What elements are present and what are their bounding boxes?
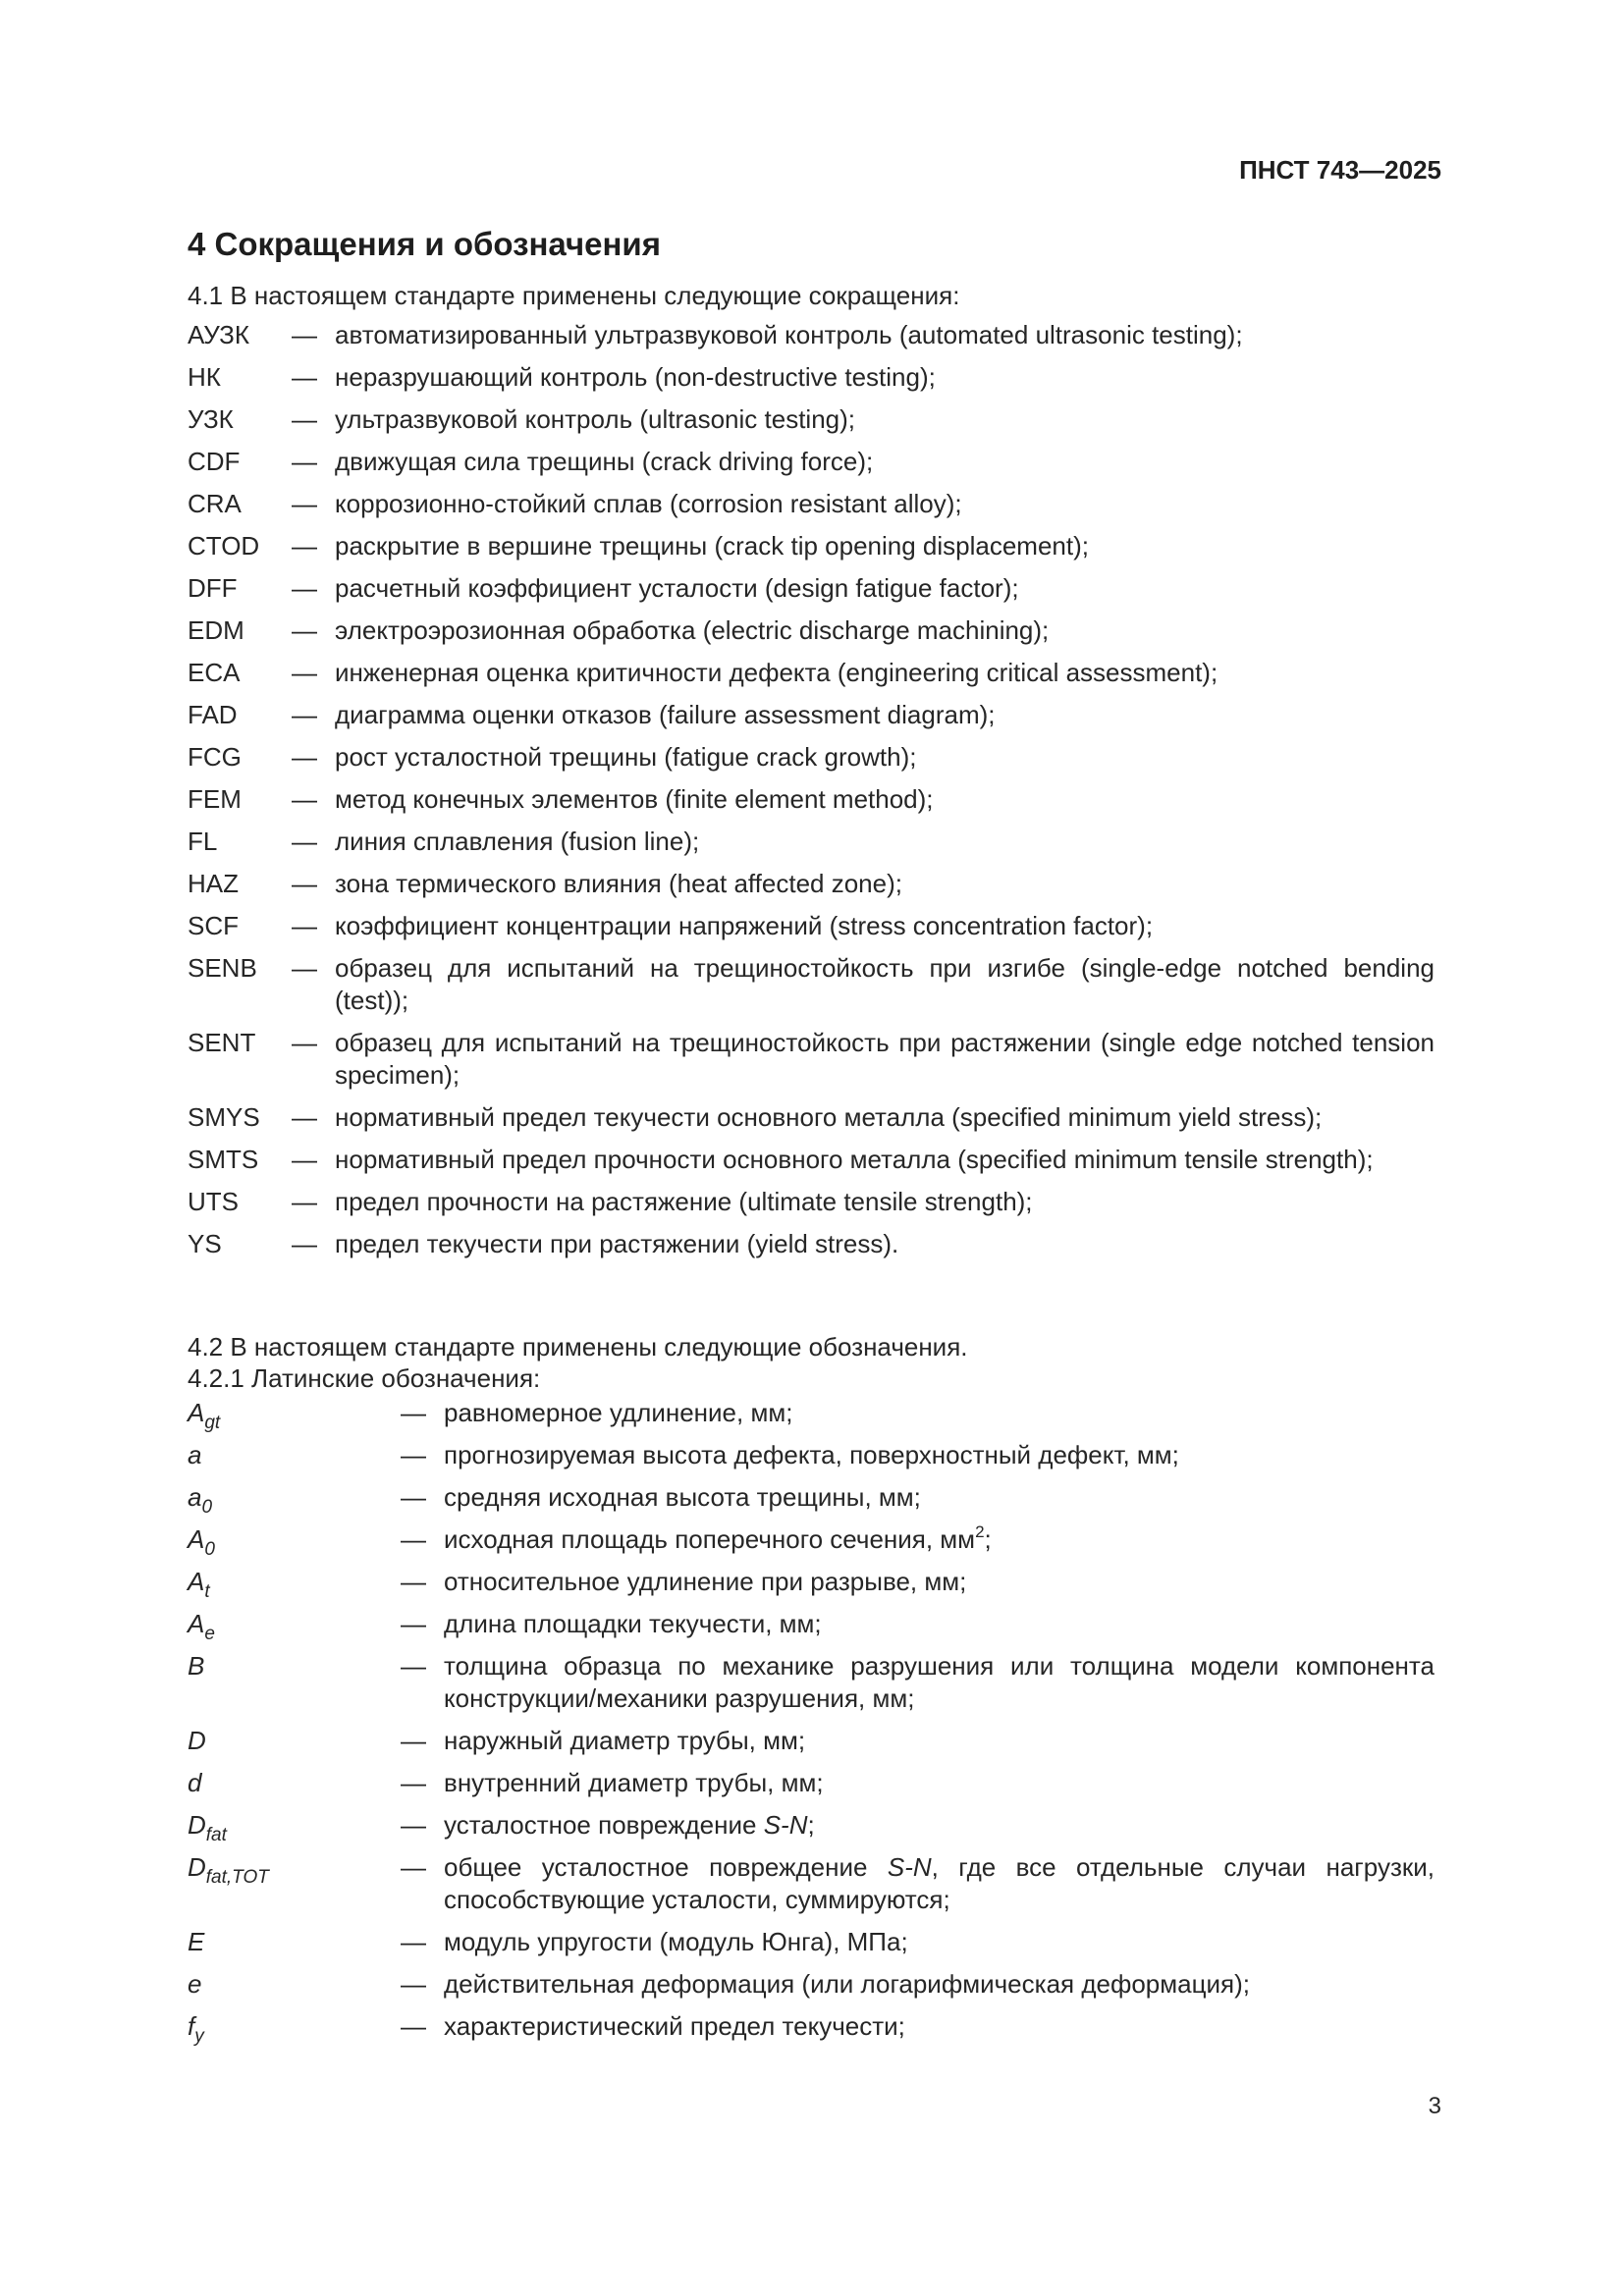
abbreviation-row xyxy=(188,657,1435,689)
dash: — xyxy=(401,1398,426,1427)
paragraph-4-2-1: 4.2.1 Латинские обозначения: xyxy=(188,1363,541,1393)
abbreviation-term: SENB xyxy=(188,953,257,983)
dash: — xyxy=(292,1229,317,1258)
abbreviation-description: нормативный предел прочности основного металла (specified minimum tensile strength); xyxy=(335,1145,1374,1174)
abbreviation-term: FCG xyxy=(188,742,242,772)
dash: — xyxy=(401,1852,426,1882)
abbreviation-description: инженерная оценка критичности дефекта (engineering critical assessment); xyxy=(335,658,1218,687)
symbol: $A_e$ xyxy=(188,1609,215,1644)
symbol-description: равномерное удлинение, мм; xyxy=(444,1398,793,1427)
dash: — xyxy=(401,1609,426,1638)
abbreviation-row xyxy=(188,572,1435,605)
dash: — xyxy=(292,1102,317,1132)
symbol: $A_0$ xyxy=(188,1524,215,1560)
dash: — xyxy=(401,1810,426,1840)
abbreviation-description: образец для испытаний на трещиностойкость при растяжении (single edge notched tension specimen); xyxy=(335,1028,1435,1090)
document-code: ПНСТ 743—2025 xyxy=(1239,155,1441,185)
abbreviation-description: нормативный предел текучести основного металла (specified minimum yield stress); xyxy=(335,1102,1323,1132)
dash: — xyxy=(401,1927,426,1956)
symbol: D xyxy=(188,1726,206,1755)
abbreviation-row xyxy=(188,361,1435,394)
paragraph-4-2: 4.2 В настоящем стандарте применены следующие обозначения. xyxy=(188,1332,968,1362)
symbols-list xyxy=(188,1397,1435,2053)
dash: — xyxy=(401,1482,426,1512)
dash: — xyxy=(292,573,317,603)
page-number: 3 xyxy=(1428,2093,1441,2119)
dash: — xyxy=(401,1768,426,1797)
abbreviation-term: SMYS xyxy=(188,1102,260,1132)
symbol-description: относительное удлинение при разрыве, мм; xyxy=(444,1567,967,1596)
symbol: $D_{fat}$ xyxy=(188,1810,227,1845)
symbol-description: средняя исходная высота трещины, мм; xyxy=(444,1482,921,1512)
dash: — xyxy=(292,869,317,898)
symbol: $A_t$ xyxy=(188,1567,210,1602)
dash: — xyxy=(292,784,317,814)
symbol-row-A0 xyxy=(188,1522,1435,1560)
abbreviation-description: движущая сила трещины (crack driving force); xyxy=(335,447,874,476)
abbreviation-row xyxy=(188,403,1435,436)
abbreviation-description: линия сплавления (fusion line); xyxy=(335,827,700,856)
abbreviation-term: FEM xyxy=(188,784,242,814)
dash: — xyxy=(401,1969,426,1999)
abbreviation-row xyxy=(188,783,1435,816)
dash: — xyxy=(292,531,317,561)
symbol-row-D xyxy=(188,1725,1435,1757)
abbreviation-description: расчетный коэффициент усталости (design fatigue factor); xyxy=(335,573,1019,603)
abbreviation-term: FL xyxy=(188,827,218,856)
symbol-description: наружный диаметр трубы, мм; xyxy=(444,1726,806,1755)
abbreviation-term: ECA xyxy=(188,658,241,687)
symbol-row-Dfat xyxy=(188,1809,1435,1845)
abbreviation-description: зона термического влияния (heat affected zone); xyxy=(335,869,902,898)
symbol-description: характеристический предел текучести; xyxy=(444,2011,905,2041)
dash: — xyxy=(292,320,317,349)
abbreviation-row xyxy=(188,488,1435,520)
dash: — xyxy=(292,362,317,392)
abbreviation-description: диаграмма оценки отказов (failure assessment diagram); xyxy=(335,700,996,729)
abbreviation-description: предел текучести при растяжении (yield stress). xyxy=(335,1229,899,1258)
dash: — xyxy=(292,742,317,772)
paragraph-4-1: 4.1 В настоящем стандарте применены следующие сокращения: xyxy=(188,281,960,310)
abbreviation-row xyxy=(188,446,1435,478)
abbreviation-description: коэффициент концентрации напряжений (stress concentration factor); xyxy=(335,911,1154,940)
abbreviation-term: EDM xyxy=(188,615,244,645)
symbol: $f_y$ xyxy=(188,2011,204,2047)
abbreviation-row xyxy=(188,1144,1435,1176)
dash: — xyxy=(292,1187,317,1216)
symbol: d xyxy=(188,1768,202,1797)
abbreviation-row xyxy=(188,530,1435,562)
symbol-row-e xyxy=(188,1968,1435,2001)
symbol-row-B xyxy=(188,1650,1435,1715)
symbol-row-DfatTOT xyxy=(188,1851,1435,1916)
abbreviation-term: CRA xyxy=(188,489,242,518)
symbol-description: исходная площадь поперечного сечения, $мм^2$; xyxy=(444,1522,992,1554)
abbreviation-term: SENT xyxy=(188,1028,256,1057)
abbreviation-description: раскрытие в вершине трещины (crack tip opening displacement); xyxy=(335,531,1089,561)
symbol-row-fy xyxy=(188,2010,1435,2047)
symbol-row-agt xyxy=(188,1397,1435,1433)
symbol: E xyxy=(188,1927,205,1956)
dash: — xyxy=(292,911,317,940)
abbreviation-term: CDF xyxy=(188,447,241,476)
abbreviation-row xyxy=(188,826,1435,858)
symbol: e xyxy=(188,1969,202,1999)
abbreviation-row xyxy=(188,699,1435,731)
abbreviation-description: образец для испытаний на трещиностойкость при изгибе (single-edge notched bending (test)); xyxy=(335,953,1435,1015)
symbol: $a_0$ xyxy=(188,1482,213,1518)
symbol-description: толщина образца по механике разрушения или толщина модели компонента конструкции/механики разрушения, мм; xyxy=(444,1651,1435,1713)
dash: — xyxy=(401,1524,426,1554)
symbol-description: внутренний диаметр трубы, мм; xyxy=(444,1768,824,1797)
abbreviation-term: НК xyxy=(188,362,221,392)
dash: — xyxy=(401,1651,426,1681)
abbreviation-row xyxy=(188,1101,1435,1134)
symbol-row-d xyxy=(188,1767,1435,1799)
abbreviation-term: UTS xyxy=(188,1187,239,1216)
abbreviation-description: метод конечных элементов (finite element method); xyxy=(335,784,934,814)
abbreviation-description: коррозионно-стойкий сплав (corrosion resistant alloy); xyxy=(335,489,962,518)
dash: — xyxy=(292,658,317,687)
dash: — xyxy=(292,953,317,983)
abbreviation-term: YS xyxy=(188,1229,222,1258)
abbreviation-description: неразрушающий контроль (non-destructive testing); xyxy=(335,362,936,392)
dash: — xyxy=(401,1440,426,1469)
symbol: $A_{gt}$ xyxy=(188,1398,221,1433)
dash: — xyxy=(401,2011,426,2041)
symbol: a xyxy=(188,1440,202,1469)
dash: — xyxy=(292,1028,317,1057)
dash: — xyxy=(292,700,317,729)
abbreviation-row xyxy=(188,1027,1435,1092)
dash: — xyxy=(292,489,317,518)
abbreviation-description: электроэрозионная обработка (electric discharge machining); xyxy=(335,615,1050,645)
symbol-row-At xyxy=(188,1566,1435,1602)
symbol-description: длина площадки текучести, мм; xyxy=(444,1609,822,1638)
symbol: $D_{fat,TOT}$ xyxy=(188,1852,269,1888)
abbreviation-description: рост усталостной трещины (fatigue crack growth); xyxy=(335,742,917,772)
dash: — xyxy=(292,404,317,434)
symbol-description: действительная деформация (или логарифмическая деформация); xyxy=(444,1969,1250,1999)
abbreviation-term: SCF xyxy=(188,911,239,940)
symbol-description: общее усталостное повреждение S-N, где все отдельные случаи нагрузки, способствующие усталости, суммируются; xyxy=(444,1852,1435,1914)
symbol: B xyxy=(188,1651,205,1681)
abbreviation-term: HAZ xyxy=(188,869,239,898)
abbreviation-row xyxy=(188,741,1435,774)
abbreviation-term: DFF xyxy=(188,573,238,603)
symbol-row-Ae xyxy=(188,1608,1435,1644)
dash: — xyxy=(292,615,317,645)
abbreviation-row xyxy=(188,319,1435,351)
symbol-description: прогнозируемая высота дефекта, поверхностный дефект, мм; xyxy=(444,1440,1179,1469)
abbreviation-term: FAD xyxy=(188,700,238,729)
abbreviation-row xyxy=(188,868,1435,900)
abbreviation-description: автоматизированный ультразвуковой контроль (automated ultrasonic testing); xyxy=(335,320,1243,349)
symbol-row-a0 xyxy=(188,1481,1435,1518)
symbol-row-a xyxy=(188,1439,1435,1471)
abbreviations-list xyxy=(188,319,1435,1270)
abbreviation-description: предел прочности на растяжение (ultimate tensile strength); xyxy=(335,1187,1033,1216)
symbol-description: модуль упругости (модуль Юнга), МПа; xyxy=(444,1927,908,1956)
abbreviation-row xyxy=(188,910,1435,942)
dash: — xyxy=(292,1145,317,1174)
abbreviation-row xyxy=(188,952,1435,1017)
abbreviation-term: УЗК xyxy=(188,404,234,434)
abbreviation-term: АУЗК xyxy=(188,320,249,349)
abbreviation-term: CTOD xyxy=(188,531,260,561)
abbreviation-row xyxy=(188,614,1435,647)
dash: — xyxy=(401,1567,426,1596)
abbreviation-description: ультразвуковой контроль (ultrasonic testing); xyxy=(335,404,855,434)
dash: — xyxy=(292,447,317,476)
abbreviation-term: SMTS xyxy=(188,1145,259,1174)
symbol-row-E xyxy=(188,1926,1435,1958)
abbreviation-row xyxy=(188,1186,1435,1218)
dash: — xyxy=(401,1726,426,1755)
symbol-description: усталостное повреждение S-N; xyxy=(444,1810,815,1840)
abbreviation-row xyxy=(188,1228,1435,1260)
dash: — xyxy=(292,827,317,856)
section-title: 4 Сокращения и обозначения xyxy=(188,226,661,262)
